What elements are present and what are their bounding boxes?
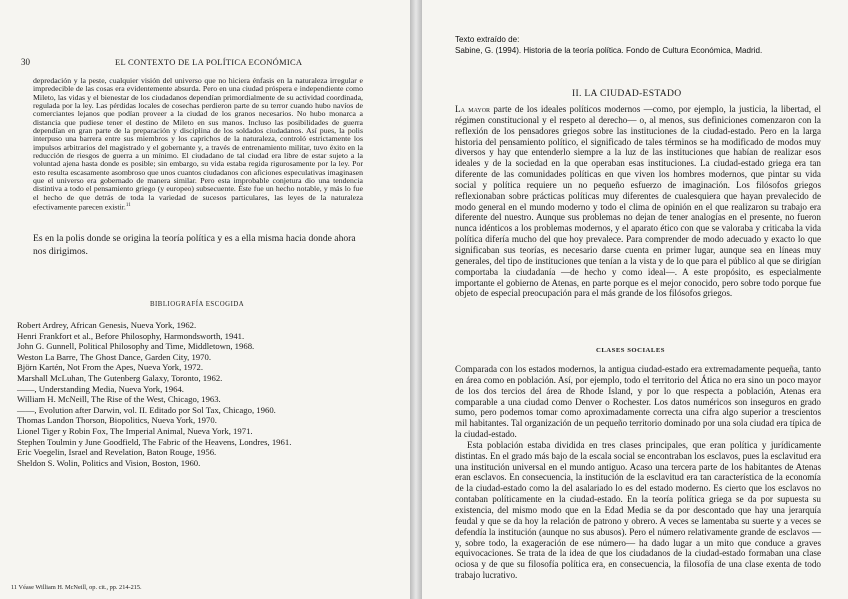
chapter-title: II. LA CIUDAD-ESTADO <box>572 88 682 99</box>
section-body <box>455 364 821 581</box>
bibliography-item: Lionel Tiger y Robin Fox, The Imperial Animal, Nueva York, 1971. <box>17 425 253 436</box>
running-head: EL CONTEXTO DE LA POLÍTICA ECONÓMICA <box>115 57 303 67</box>
paragraph-text: depredación y la peste, cualquier visión del universo que no hiciera énfasis en la naturaleza irregular e impredecible de las cosas era evidentemente absurda. Pero en una ciudad próspera e independiente como Mileto, las vidas y el bienestar de los ciudadanos dependían primordialmente de su actividad coordinada, regulada por la ley. Las pérdidas locales de cosechas perdieron parte de su terror cuando hubo navíos de comerciantes lejanos que podían proveer a la ciudad de los granos necesarios. No hubo monarca a distancia que pudiese tener el destino de Mileto en sus manos. Incluso las posibilidades de guerra dependían en gran parte de la preparación y disciplina de los soldados ciudadanos. Así pues, la polis interpuso una barrera entre sus miembros y los caprichos de la naturaleza, controló estrictamente los impulsos arbitrarios del magistrado y el gobernante y, a través de entrenamiento militar, tuvo éxito en la reducción de riesgos de guerra a un mínimo. El ciudadano de tal ciudad era libre de estar sujeto a la voluntad ajena hasta donde es posible; sin embargo, su vida estaba regida rigurosamente por la ley. Por esto resulta escasamente asombroso que unos cuantos ciudadanos con aficiones especulativas imaginasen que el universo era gobernado de manera similar. Pero esta improbable conjetura dio una tendencia distintiva a todo el pensamiento griego (y europeo) subsecuente. Éste fue un hecho notable, y más lo fue el hecho de que detrás de toda la variedad de sucesos particulares, las leyes de la naturaleza efectivamente parecen existir. <box>33 76 363 212</box>
book-gutter <box>410 0 422 599</box>
bibliography-item: Stephen Toulmin y June Goodfield, The Fabric of the Heavens, Londres, 1961. <box>17 436 292 447</box>
source-note <box>455 35 762 56</box>
left-book-page <box>0 0 410 599</box>
bibliography-item: ——, Understanding Media, Nueva York, 1964. <box>17 383 184 394</box>
source-note-line-2: Sabine, G. (1994). Historia de la teoría política. Fondo de Cultura Económica, Madrid. <box>455 45 763 55</box>
bibliography-item: Björn Kartén, Not From the Apes, Nueva York, 1972. <box>17 362 204 373</box>
intro-small-caps-lead: La mayor <box>455 104 491 114</box>
bibliography-item: William H. McNeill, The Rise of the West, Chicago, 1963. <box>17 394 221 405</box>
intro-paragraph <box>455 104 821 299</box>
bibliography-item: Henri Frankfort et al., Before Philosophy, Harmondsworth, 1941. <box>17 330 245 341</box>
bibliography-item: Marshall McLuhan, The Gutenberg Galaxy, Toronto, 1962. <box>17 372 223 383</box>
footnote: 11 Véase William H. McNeill, op. cit., pp. 214-215. <box>11 584 142 591</box>
bibliography-item: John G. Gunnell, Political Philosophy and Time, Middletown, 1968. <box>17 341 255 352</box>
footnote-marker: 11 <box>125 203 131 209</box>
bibliography-item: Thomas Landon Thorson, Biopolitics, Nueva York, 1970. <box>17 415 217 426</box>
bibliography-item: Robert Ardrey, African Genesis, Nueva York, 1962. <box>17 320 197 330</box>
section-subheading: CLASES SOCIALES <box>596 347 666 354</box>
bibliography-list <box>17 320 402 468</box>
bibliography-heading: BIBLIOGRAFÍA ESCOGIDA <box>150 301 245 308</box>
bibliography-item: Sheldon S. Wolin, Politics and Vision, Boston, 1960. <box>17 457 201 468</box>
page-number: 30 <box>21 57 30 67</box>
left-paragraph-1 <box>33 77 363 212</box>
source-note-line-1: Texto extraído de: <box>455 35 520 44</box>
bibliography-item: ——, Evolution after Darwin, vol. II. Editado por Sol Tax, Chicago, 1960. <box>17 404 276 415</box>
bibliography-item: Weston La Barre, The Ghost Dance, Garden City, 1970. <box>17 351 211 362</box>
section-paragraph-1: Comparada con los estados modernos, la antigua ciudad-estado era extremadamente pequeña, tanto en área como en población. Así, por ejemplo, todo el territorio del Ática no era sino un poco mayor de los dos tercios del área de Rhode Island, y por lo que respecta a población, Atenas era comparable a una ciudad como Denver o Rochester. Los datos numéricos son inseguros en grado sumo, pero podemos tomar como aproximadamente correcta una cifra algo superior a trescientos mil habitantes. Tal organización de un pequeño territorio dominado por una sola ciudad era típica de la ciudad-estado. <box>455 364 821 440</box>
section-paragraph-2: Esta población estaba dividida en tres clases principales, que eran política y jurídicamente distintas. En el grado más bajo de la escala social se encontraban los esclavos, pues la esclavitud era una institución universal en el mundo antiguo. Acaso una tercera parte de los habitantes de Atenas eran esclavos. En consecuencia, la institución de la esclavitud era tan característica de la economía de la ciudad-estado como la del asalariado lo es del estado moderno. Es cierto que los esclavos no contaban políticamente en la ciudad-estado. En la teoría política griega se da por supuesta su existencia, del mismo modo que en la Edad Media se da por descontado que hay una jerarquía feudal y que se da hoy la relación de patrono y obrero. A veces se lamentaba su suerte y a veces se defendía la institución (aunque no sus abusos). Pero el número relativamente grande de esclavos —y, sobre todo, la exageración de ese número— ha dado lugar a un mito que conduce a graves equivocaciones. Se trata de la idea de que los ciudadanos de la ciudad-estado formaban una clase ociosa y de que su filosofía política era, en consecuencia, la filosofía de una clase exenta de todo trabajo lucrativo. <box>455 439 821 581</box>
intro-text: parte de los ideales políticos modernos —como, por ejemplo, la justicia, la libertad, el régimen constitucional y el respeto al derecho— o, al menos, sus definiciones comenzaron con la reflexión de los pensadores griegos sobre las instituciones de la ciudad-estado. Pero en la larga historia del pensamiento político, el significado de tales términos se ha modificado de modos muy diversos y hay que entenderlo siempre a la luz de las instituciones que habían de realizar esos ideales y de la sociedad en la que operaban esas instituciones. La ciudad-estado griega era tan diferente de las comunidades políticas en que viven los hombres modernos, que pintar su vida social y política requiere un no pequeño esfuerzo de imaginación. Los filósofos griegos reflexionaban sobre prácticas políticas muy diferentes de cualesquiera que hayan prevalecido de modo general en el mundo moderno y todo el clima de opinión en el que realizaron su trabajo era diferente del nuestro. Aunque sus problemas no dejan de tener analogías en el presente, no fueron nunca idénticos a los problemas modernos, y el aparato ético con que se valoraba y criticaba la vida política difería mucho del que hoy prevalece. Para comprender de modo adecuado y exacto lo que significaban sus teorías, es necesario darse cuenta en primer lugar, aunque sea en líneas muy generales, del tipo de instituciones que tenían a la vista y de lo que para el público al que se dirigían comportaba la ciudadanía —de hecho y como ideal—. A este propósito, es especialmente importante el gobierno de Atenas, en parte porque es el mejor conocido, pero sobre todo porque fue objeto de especial preocupación para el más grande de los filósofos griegos. <box>455 104 821 299</box>
bibliography-item: Eric Voegelin, Israel and Revelation, Baton Rouge, 1956. <box>17 447 217 458</box>
left-paragraph-2: Es en la polis donde se origina la teoría política y es a ella misma hacia donde ahora nos dirigimos. <box>33 233 356 257</box>
